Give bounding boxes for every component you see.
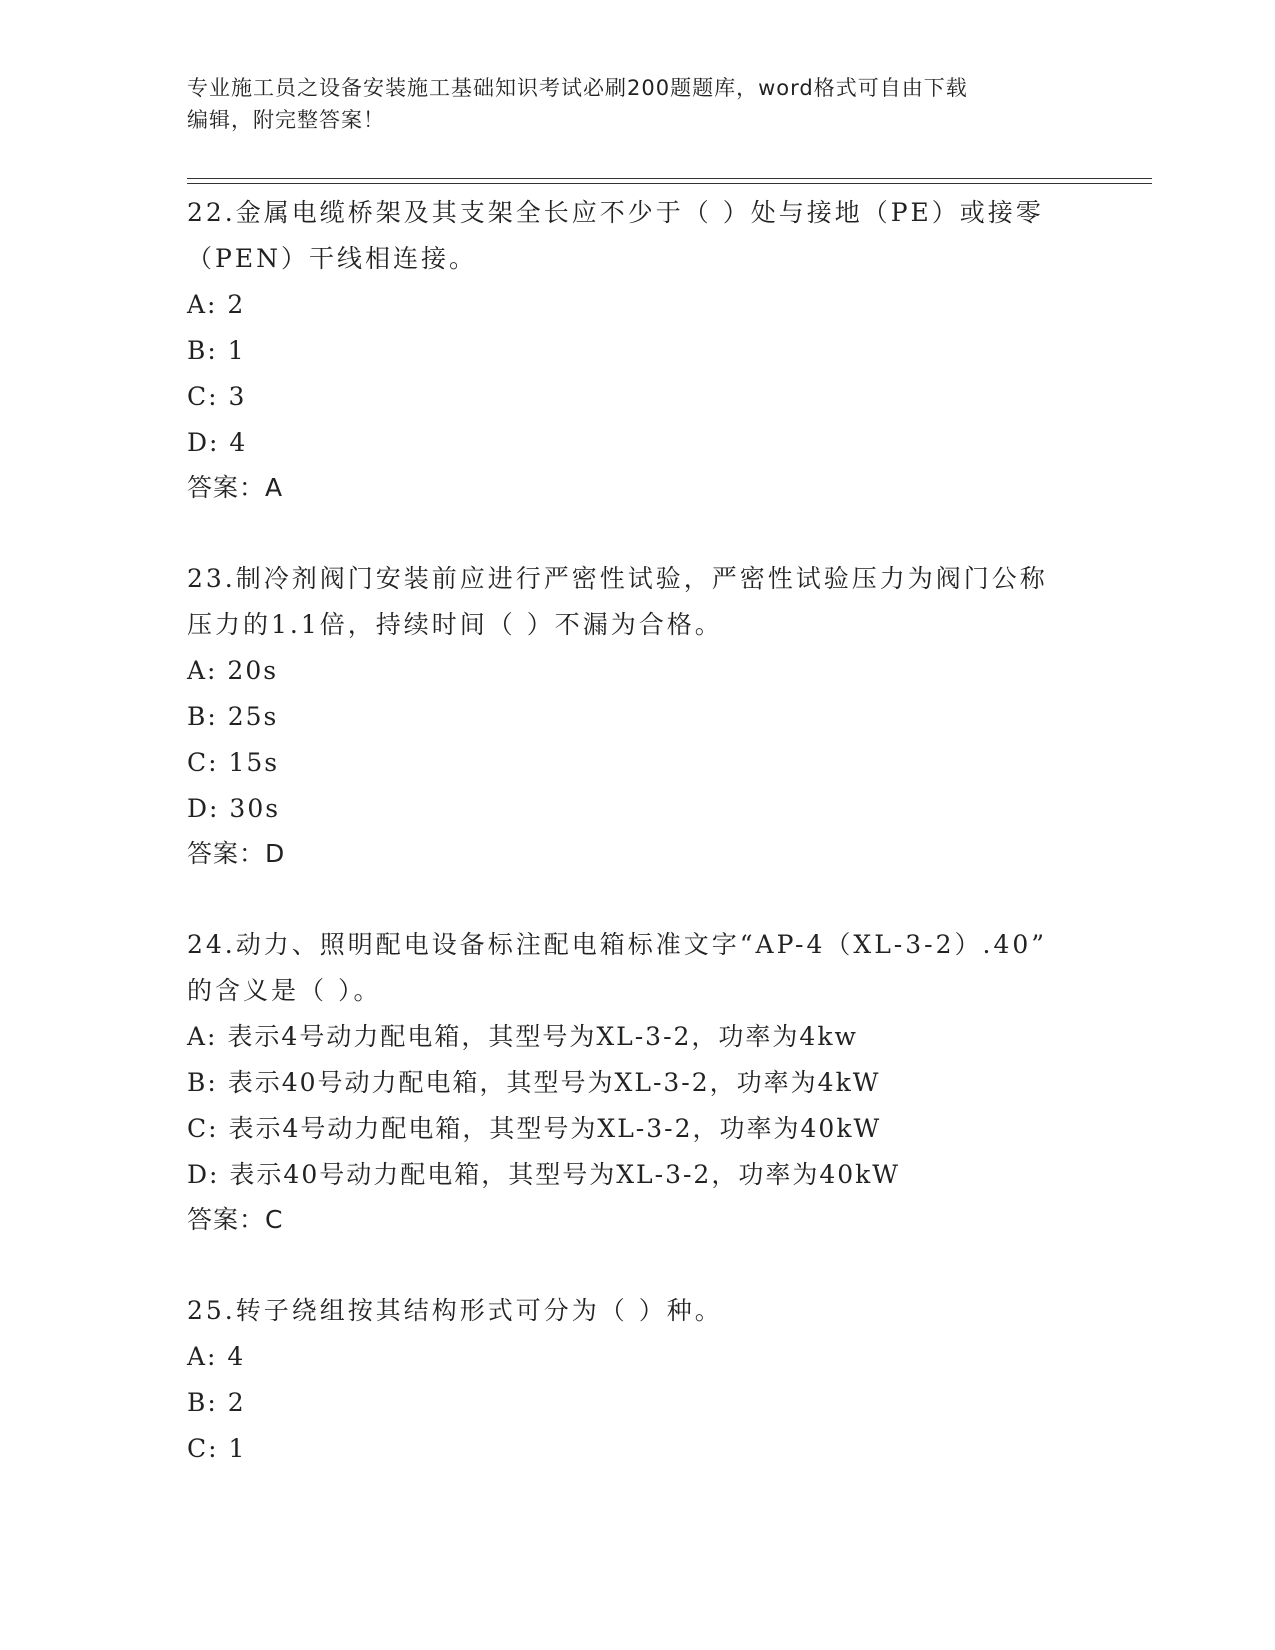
question-23: [187, 556, 1087, 876]
question-stem-line: 23.制冷剂阀门安装前应进行严密性试验，严密性试验压力为阀门公称: [187, 564, 1048, 593]
option-c: C: 表示4号动力配电箱，其型号为XL-3-2，功率为40kW: [187, 1114, 882, 1143]
option-c: C: 1: [187, 1434, 247, 1463]
question-25: [187, 1288, 1087, 1472]
answer: [187, 1198, 1087, 1242]
question-stem-line: 压力的1.1倍，持续时间（ ）不漏为合格。: [187, 610, 723, 639]
option-b: B: 表示40号动力配电箱，其型号为XL-3-2，功率为4kW: [187, 1068, 881, 1097]
document-header: [187, 72, 1067, 136]
option-b: B: 1: [187, 336, 246, 365]
answer: [187, 832, 1087, 876]
question-stem-line: 25.转子绕组按其结构形式可分为（ ）种。: [187, 1296, 723, 1325]
answer-value: D: [265, 839, 286, 868]
answer-value: C: [265, 1205, 284, 1234]
option-a: A: 20s: [187, 656, 279, 685]
answer-value: A: [265, 473, 284, 502]
option-d: D: 4: [187, 428, 248, 457]
question-stem-line: 的含义是（ ）。: [187, 976, 382, 1005]
header-line-2: 编辑，附完整答案！: [187, 108, 385, 132]
option-d: D: 表示40号动力配电箱，其型号为XL-3-2，功率为40kW: [187, 1160, 900, 1189]
header-divider-bottom: [187, 183, 1152, 184]
header-line-1: 专业施工员之设备安装施工基础知识考试必刷200题题库，word格式可自由下载: [187, 76, 968, 100]
answer-label: 答案：: [187, 839, 266, 868]
option-b: B: 2: [187, 1388, 246, 1417]
question-stem-line: 24.动力、照明配电设备标注配电箱标准文字“AP-4（XL-3-2）.40”: [187, 930, 1048, 959]
answer-label: 答案：: [187, 473, 266, 502]
option-c: C: 15s: [187, 748, 280, 777]
option-a: A: 2: [187, 290, 246, 319]
question-stem-line: 22.金属电缆桥架及其支架全长应不少于（ ）处与接地（PE）或接零: [187, 198, 1044, 227]
question-list: [187, 190, 1087, 1518]
header-divider-top: [187, 178, 1152, 179]
answer: [187, 466, 1087, 510]
question-stem-line: （PEN）干线相连接。: [187, 244, 477, 273]
question-22: [187, 190, 1087, 510]
option-a: A: 4: [187, 1342, 246, 1371]
answer-label: 答案：: [187, 1205, 266, 1234]
option-a: A: 表示4号动力配电箱，其型号为XL-3-2，功率为4kw: [187, 1022, 858, 1051]
question-24: [187, 922, 1087, 1242]
option-c: C: 3: [187, 382, 247, 411]
option-d: D: 30s: [187, 794, 281, 823]
option-b: B: 25s: [187, 702, 279, 731]
